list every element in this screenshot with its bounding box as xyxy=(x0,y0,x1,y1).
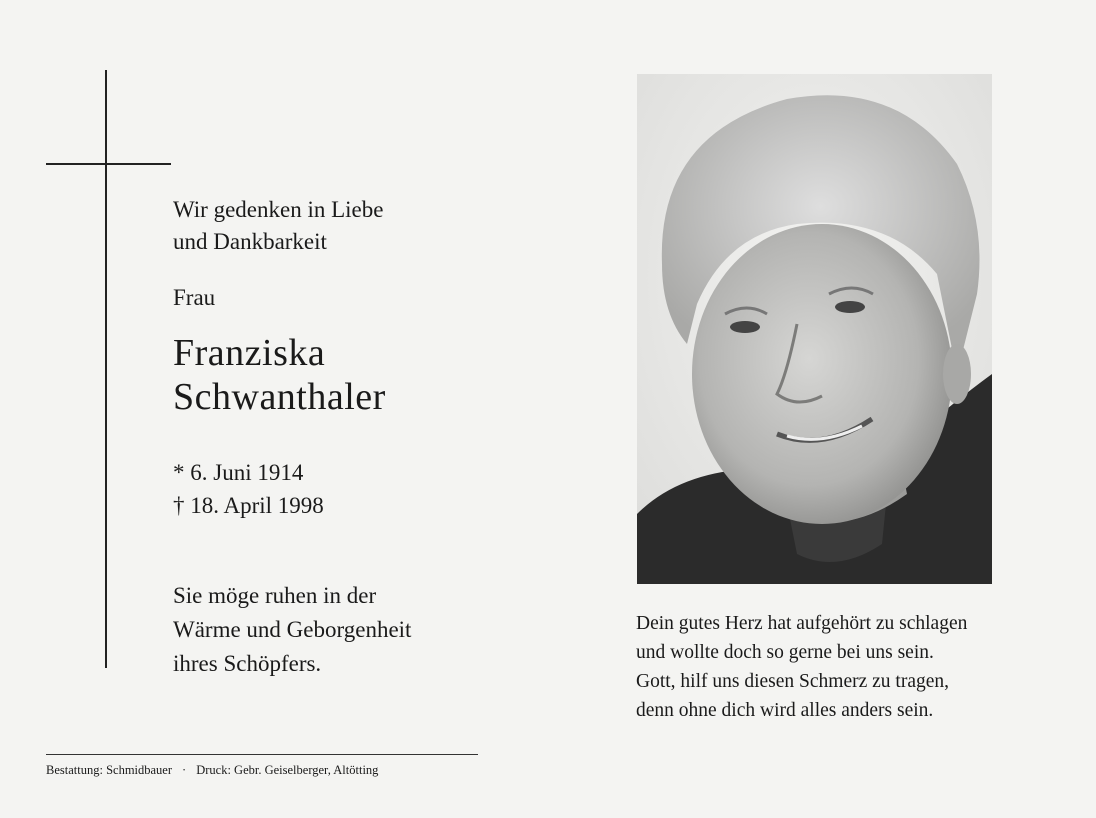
prayer-text xyxy=(173,579,411,681)
portrait-photo xyxy=(637,74,992,584)
birth-date: * 6. Juni 1914 xyxy=(173,460,304,485)
prayer-line: Sie möge ruhen in der xyxy=(173,583,377,608)
life-dates xyxy=(173,456,324,522)
last-name: Schwanthaler xyxy=(173,376,386,418)
prayer-line: ihres Schöpfers. xyxy=(173,651,322,676)
cross-horizontal-bar xyxy=(46,163,171,165)
footer-divider xyxy=(46,754,478,755)
prayer-line: Wärme und Geborgenheit xyxy=(173,617,412,642)
intro-line: und Dankbarkeit xyxy=(173,229,327,254)
intro-line: Wir gedenken in Liebe xyxy=(173,197,384,222)
verse-line: und wollte doch so gerne bei uns sein. xyxy=(636,642,934,663)
memorial-verse xyxy=(636,609,967,725)
deceased-name xyxy=(173,331,386,419)
footer-credits xyxy=(46,763,378,778)
cross-vertical-bar xyxy=(105,70,107,668)
intro-text xyxy=(173,194,383,258)
burial-credit: Bestattung: Schmidbauer xyxy=(46,763,173,777)
verse-line: denn ohne dich wird alles anders sein. xyxy=(636,700,934,721)
print-credit: Druck: Gebr. Geiselberger, Altötting xyxy=(196,763,379,777)
verse-line: Gott, hilf uns diesen Schmerz zu tragen, xyxy=(636,671,949,692)
first-name: Franziska xyxy=(173,332,326,374)
footer-separator: · xyxy=(182,763,187,777)
death-date: † 18. April 1998 xyxy=(173,493,324,518)
verse-line: Dein gutes Herz hat aufgehört zu schlagen xyxy=(636,613,968,634)
salutation: Frau xyxy=(173,285,216,310)
